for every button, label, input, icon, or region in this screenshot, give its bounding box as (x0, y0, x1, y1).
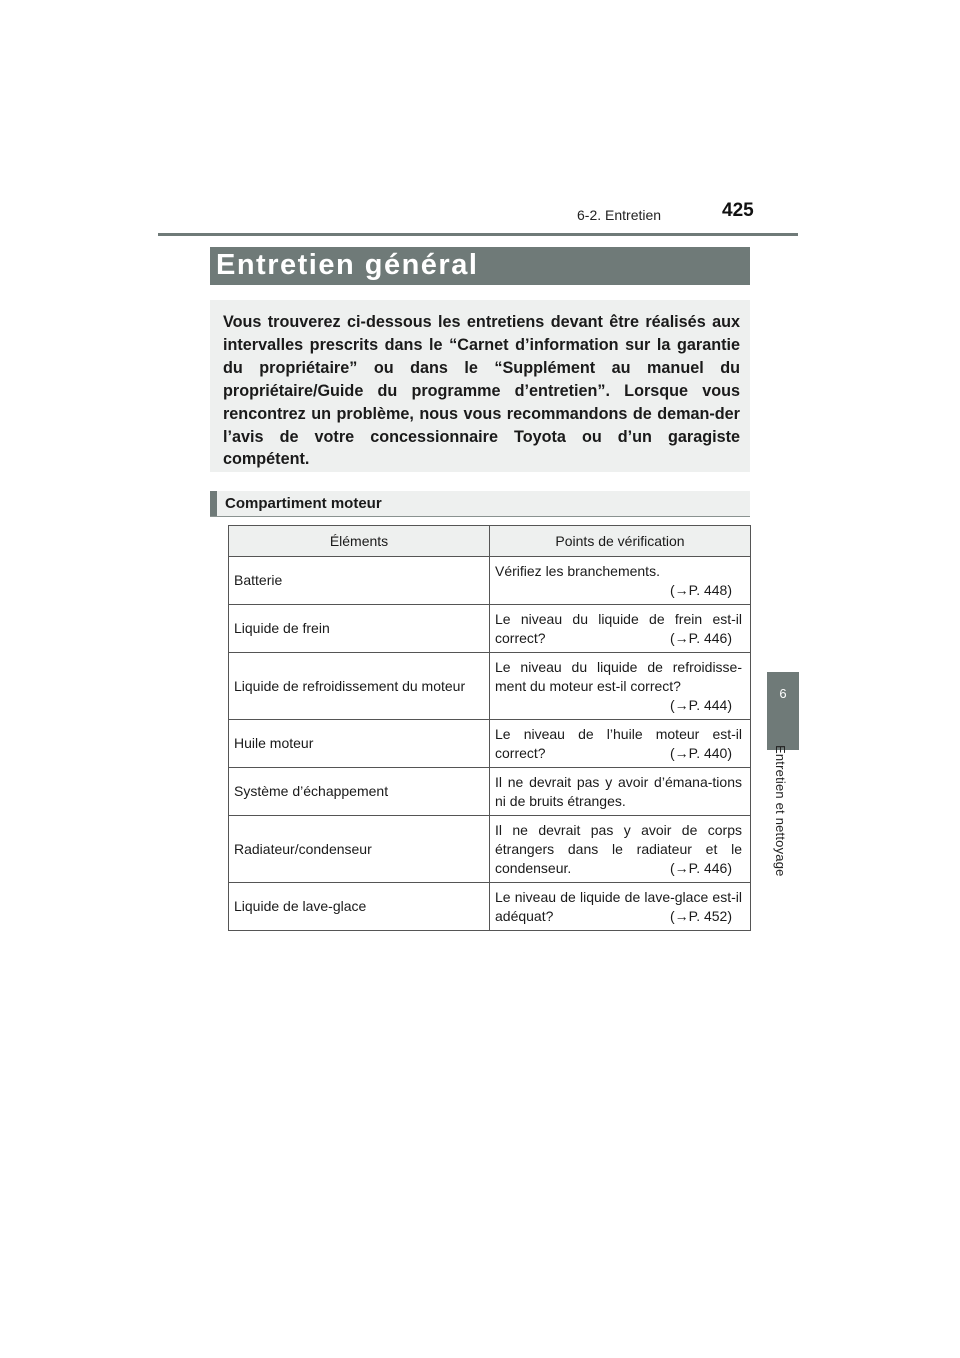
check-text: Le niveau de l’huile moteur est-il correct? (495, 725, 742, 761)
check-cell (490, 605, 751, 653)
element-cell: Liquide de frein (229, 605, 490, 653)
subheading-bar (210, 491, 750, 517)
page-number: 425 (722, 200, 754, 221)
subheading: Compartiment moteur (225, 495, 382, 512)
element-cell: Liquide de refroidissement du moteur (229, 653, 490, 720)
element-cell: Radiateur/condenseur (229, 816, 490, 883)
chapter-tab (767, 672, 799, 750)
table-row (229, 557, 751, 605)
element-cell: Huile moteur (229, 720, 490, 768)
check-cell (490, 653, 751, 720)
intro-box (210, 300, 750, 472)
check-cell (490, 816, 751, 883)
check-cell (490, 768, 751, 816)
column-header-elements: Éléments (229, 526, 490, 557)
check-text: Le niveau du liquide de refroidisse-ment du moteur est-il correct? (495, 658, 742, 694)
table-row (229, 816, 751, 883)
page-title: Entretien général (216, 249, 479, 281)
check-text: Le niveau du liquide de frein est-il correct? (495, 610, 742, 646)
chapter-label: Entretien et nettoyage (773, 745, 788, 877)
section-title: 6-2. Entretien (577, 207, 662, 223)
element-cell: Batterie (229, 557, 490, 605)
element-cell: Système d’échappement (229, 768, 490, 816)
check-text: Vérifiez les branchements. (495, 562, 660, 579)
table-row (229, 605, 751, 653)
table-row (229, 883, 751, 931)
page-reference: (→P. 446) (670, 629, 732, 646)
check-cell (490, 883, 751, 931)
check-cell (490, 557, 751, 605)
header-divider (158, 233, 798, 236)
check-text: Il ne devrait pas y avoir de corps étrangers dans le radiateur et le condenseur. (495, 821, 742, 876)
table-row (229, 653, 751, 720)
page-reference: (→P. 446) (670, 859, 732, 876)
intro-text: Vous trouverez ci-dessous les entretiens devant être réalisés aux intervalles prescrits dans le “Carnet d’information sur la garantie du propriétaire” ou dans le “Supplément au manuel du propriétaire/Guide du programme d’entretien”. Lorsque vous rencontrez un problème, nous vous recommandons de deman-der l’avis de votre concessionnaire Toyota ou d’un garagiste compétent. (223, 313, 740, 469)
element-cell: Liquide de lave-glace (229, 883, 490, 931)
page-reference: (→P. 448) (670, 581, 732, 598)
check-text: Il ne devrait pas y avoir d’émana-tions ni de bruits étranges. (495, 773, 742, 809)
chapter-number: 6 (779, 686, 787, 701)
column-header-checks: Points de vérification (490, 526, 751, 557)
table-row (229, 720, 751, 768)
table-header-row (229, 526, 751, 557)
page-reference: (→P. 452) (670, 907, 732, 924)
check-cell (490, 720, 751, 768)
subheading-accent (210, 491, 217, 516)
table-row (229, 768, 751, 816)
page-reference: (→P. 440) (670, 744, 732, 761)
page-reference: (→P. 444) (670, 696, 732, 713)
maintenance-table (228, 525, 751, 931)
check-text: Le niveau de liquide de lave-glace est-il adéquat? (495, 888, 742, 924)
